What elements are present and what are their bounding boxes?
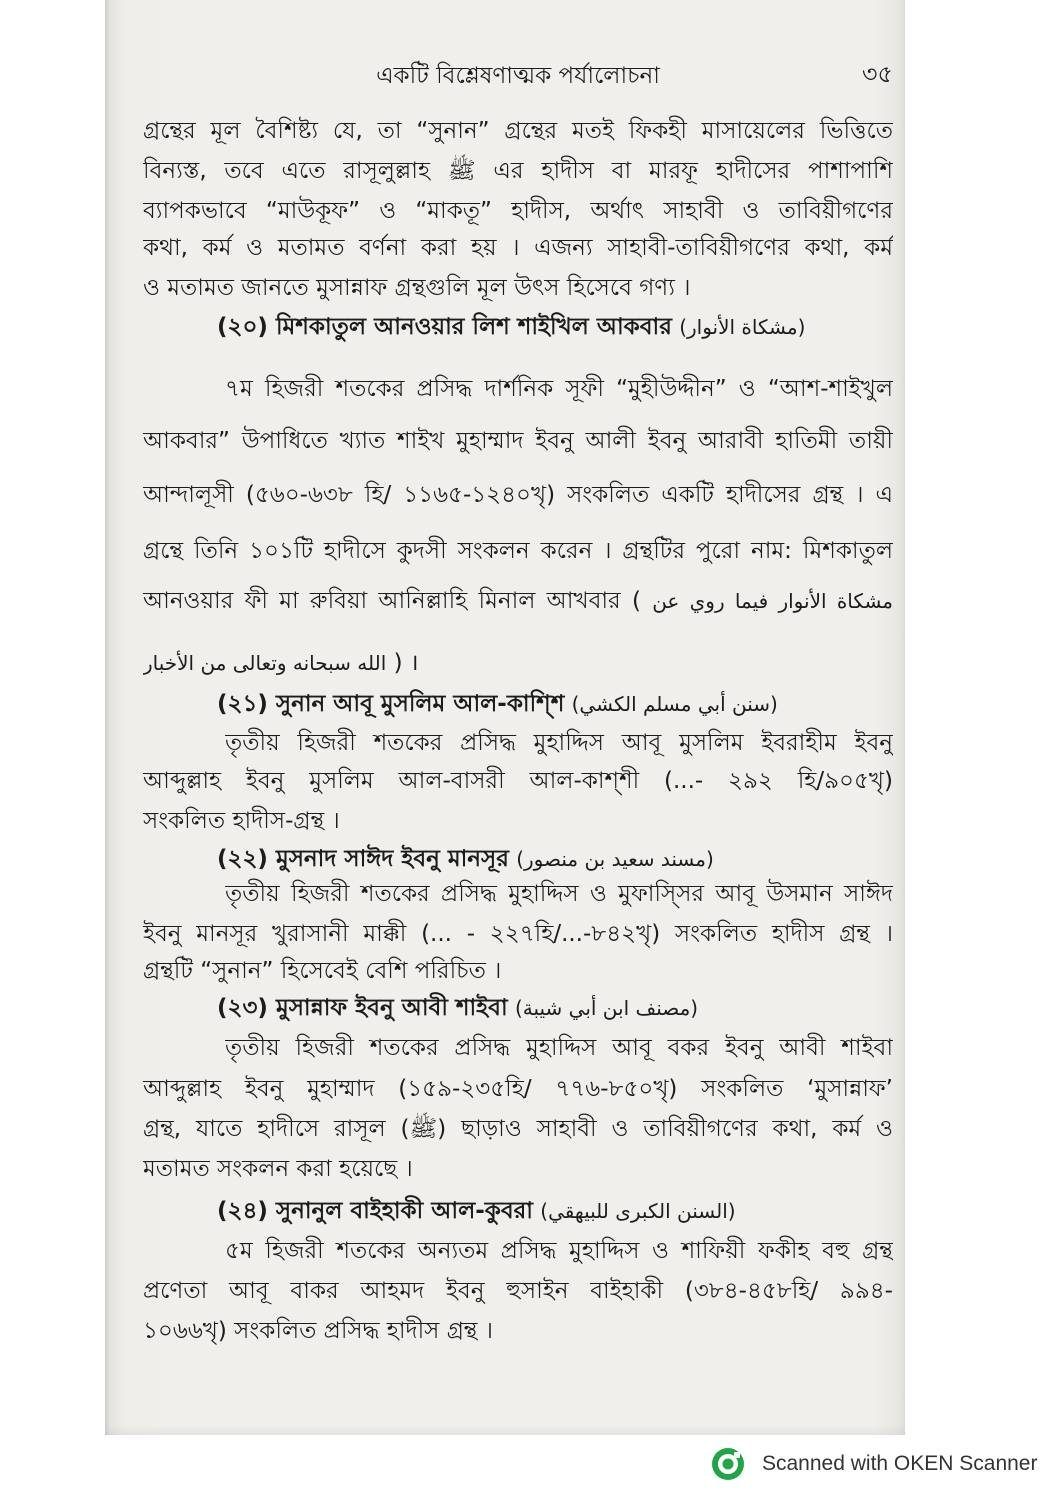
body-line: আন্দালূসী (৫৬০-৬৩৮ হি/ ১১৬৫-১২৪০খৃ) সংকলিত একটি হাদীসের গ্রন্থ । এ — [143, 482, 893, 508]
body-line: মতামত সংকলন করা হয়েছে । — [143, 1156, 413, 1182]
entry-arabic-title: (مسند سعيد بن منصور) — [516, 847, 714, 871]
entry-title: (২০) মিশকাতুল আনওয়ার লিশ শাইখিল আকবার — [217, 314, 672, 340]
entry-title: (২৪) সুনানুল বাইহাকী আল-কুবরা — [217, 1198, 533, 1224]
entry-arabic-title: (مصنف ابن أبي شيبة) — [514, 996, 699, 1020]
intro-line: গ্রন্থের মূল বৈশিষ্ট্য যে, তা “সুনান” গ্রন্থের মতই ফিকহী মাসায়েলের ভিত্তিতে — [143, 118, 893, 144]
body-line: আকবার” উপাধিতে খ্যাত শাইখ মুহাম্মাদ ইবনু আলী ইবনু আরাবী হাতিমী তায়ী — [143, 428, 893, 454]
body-line: তৃতীয় হিজরী শতকের প্রসিদ্ধ মুহাদ্দিস আবূ বকর ইবনু আবী শাইবা — [225, 1035, 893, 1061]
intro-line: ও মতামত জানতে মুসান্নাফ গ্রন্থগুলি মূল উৎস হিসেবে গণ্য । — [143, 275, 691, 301]
entry-heading — [217, 990, 893, 1026]
body-line — [143, 583, 893, 619]
body-line: আব্দুল্লাহ ইবনু মুসলিম আল-বাসরী আল-কাশ্শী (...- ২৯২ হি/৯০৫খৃ) — [143, 768, 893, 794]
scanner-watermark-text: Scanned with OKEN Scanner — [762, 1452, 1038, 1475]
line-text-bengali: আনওয়ার ফী মা রুবিয়া আনিল্লাহি মিনাল আখবার ( — [143, 588, 641, 614]
intro-line: কথা, কর্ম ও মতামত বর্ণনা করা হয় । এজন্য সাহাবী-তাবিয়ীগণের কথা, কর্ম — [143, 235, 893, 261]
oken-scanner-logo-icon — [710, 1446, 746, 1482]
line-text-arabic: مشكاة الأنوار فيما روي عن — [652, 589, 893, 613]
body-line: ৭ম হিজরী শতকের প্রসিদ্ধ দার্শনিক সূফী “মুহীউদ্দীন” ও “আশ-শাইখুল — [225, 376, 893, 402]
line-text-arabic: الله سبحانه وتعالى من الأخبار — [143, 651, 387, 675]
body-line: গ্রন্থে তিনি ১০১টি হাদীসে কুদসী সংকলন করেন । গ্রন্থটির পুরো নাম: মিশকাতুল — [143, 538, 893, 564]
body-line: আব্দুল্লাহ ইবনু মুহাম্মাদ (১৫৯-২৩৫হি/ ৭৭৬-৮৫০খৃ) সংকলিত ‘মুসান্নাফ’ — [143, 1076, 893, 1102]
entry-arabic-title: (سنن أبي مسلم الكشي) — [571, 692, 778, 716]
line-text-closing: ) । — [393, 650, 419, 676]
entry-title: (২৩) মুসান্নাফ ইবনু আবী শাইবা — [217, 995, 508, 1021]
body-line: ইবনু মানসূর খুরাসানী মাক্কী (... - ২২৭হি/...-৮৪২খৃ) সংকলিত হাদীস গ্রন্থ । — [143, 921, 893, 947]
body-line: সংকলিত হাদীস-গ্রন্থ । — [143, 808, 340, 834]
intro-line: বিন্যস্ত, তবে এতে রাসূলুল্লাহ ﷺ এর হাদীস বা মারফূ হাদীসের পাশাপাশি — [143, 158, 893, 184]
entry-title: (২২) মুসনাদ সাঈদ ইবনু মানসূর — [217, 846, 509, 872]
body-line: তৃতীয় হিজরী শতকের প্রসিদ্ধ মুহাদ্দিস আবূ মুসলিম ইবরাহীম ইবনু — [225, 730, 893, 756]
intro-line: ব্যাপকভাবে “মাউকূফ” ও “মাকতূ” হাদীস, অর্থাৎ সাহাবী ও তাবিয়ীগণের — [143, 198, 893, 224]
entry-arabic-title: (السنن الكبرى للبيهقي) — [540, 1199, 736, 1223]
entry-heading — [217, 686, 893, 722]
entry-heading — [217, 841, 893, 877]
body-line: তৃতীয় হিজরী শতকের প্রসিদ্ধ মুহাদ্দিস ও মুফাস্সির আবূ উসমান সাঈদ — [225, 881, 893, 907]
entry-heading — [217, 1193, 893, 1229]
body-line: ৫ম হিজরী শতকের অন্যতম প্রসিদ্ধ মুহাদ্দিস ও শাফিয়ী ফকীহ বহু গ্রন্থ — [225, 1238, 893, 1264]
entry-title: (২১) সুনান আবূ মুসলিম আল-কাশ্শি — [217, 691, 565, 717]
body-line: গ্রন্থ, যাতে হাদীসে রাসূল (ﷺ) ছাড়াও সাহাবী ও তাবিয়ীগণের কথা, কর্ম ও — [143, 1116, 893, 1142]
body-line — [143, 645, 893, 681]
body-line: ১০৬৬খৃ) সংকলিত প্রসিদ্ধ হাদীস গ্রন্থ । — [143, 1318, 494, 1344]
entry-heading — [217, 309, 893, 345]
running-title: একটি বিশ্লেষণাত্মক পর্যালোচনা — [376, 63, 660, 89]
page-number: ৩৫ — [861, 60, 893, 88]
body-line: প্রণেতা আবূ বাকর আহমদ ইবনু হুসাইন বাইহাকী (৩৮৪-৪৫৮হি/ ৯৯৪- — [143, 1278, 893, 1304]
body-line: গ্রন্থটি “সুনান” হিসেবেই বেশি পরিচিত । — [143, 958, 502, 984]
entry-arabic-title: (مشكاة الأنوار) — [679, 315, 806, 339]
